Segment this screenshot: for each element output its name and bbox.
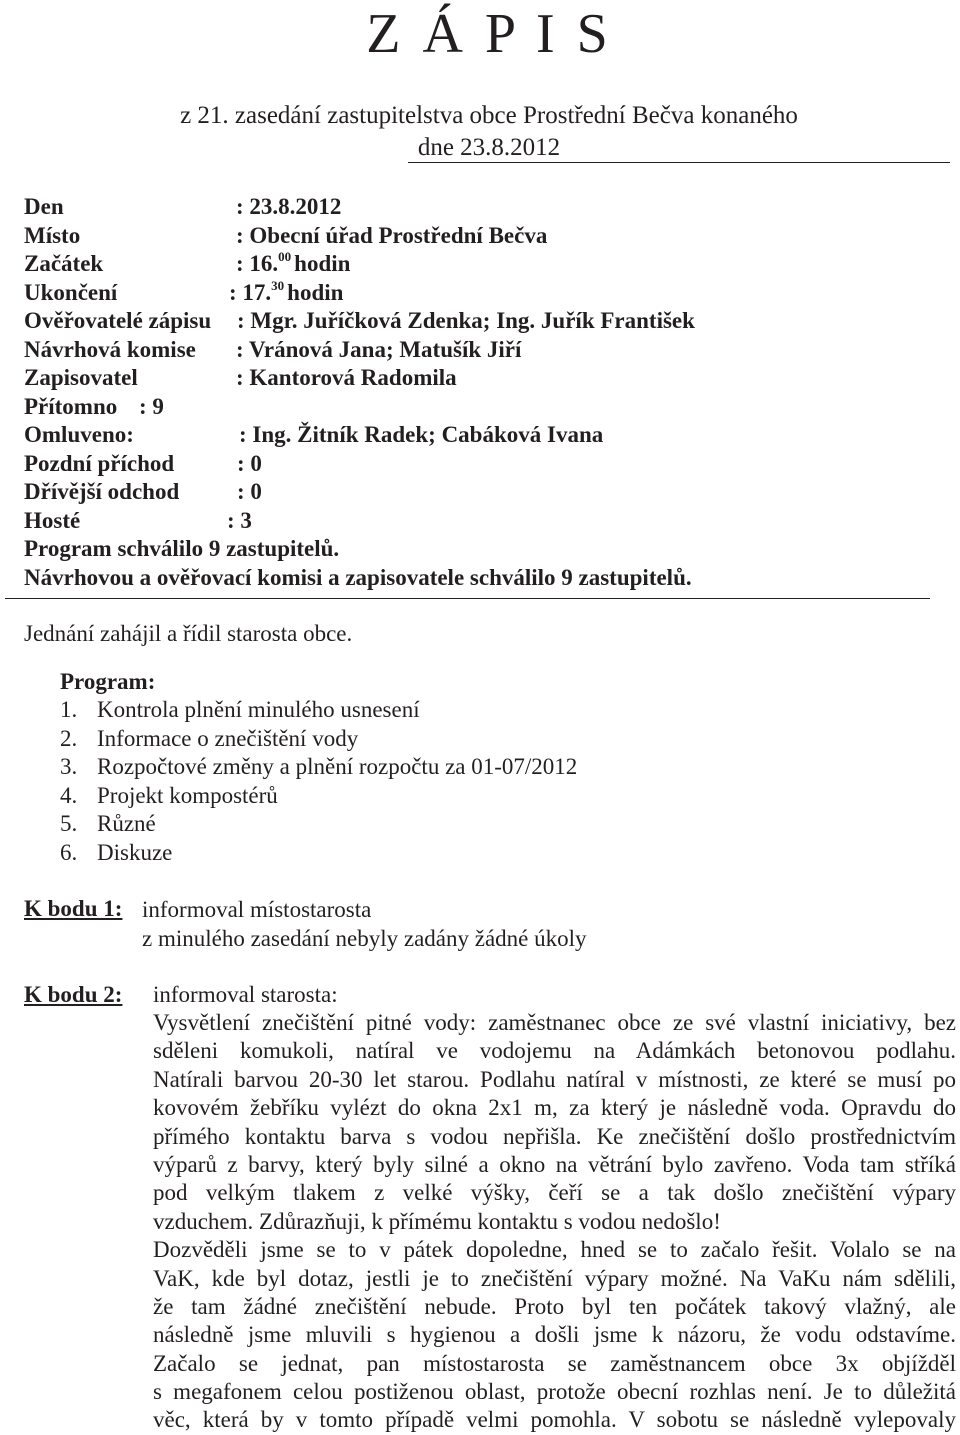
body-line: že tam žádné znečištění nebude. Proto byl ten počátek takový vlažný, ale (153, 1293, 956, 1319)
meta-value: : 0 (237, 479, 262, 504)
meta-label: Ověřovatelé zápisu (24, 308, 212, 333)
program-item-text: Různé (97, 811, 156, 836)
point-1-line-1: informoval místostarosta (142, 897, 372, 922)
committee-approval: Návrhovou a ověřovací komisi a zapisovatele schválilo 9 zastupitelů. (24, 564, 692, 590)
body-line: věc, která by v tomto případě velmi pomohla. V sobotu se následně vylepovaly (153, 1407, 956, 1433)
subtitle-line-2: dne 23.8.2012 (417, 134, 561, 161)
program-list (60, 696, 577, 867)
meeting-details (24, 193, 934, 535)
program-item (60, 839, 577, 868)
subtitle-underline (408, 162, 950, 163)
meta-row-hoste (24, 507, 934, 536)
program-item-text: Informace o znečištění vody (97, 725, 359, 751)
program-item-text: Kontrola plnění minulého usnesení (97, 697, 420, 722)
meta-label: Začátek (24, 251, 104, 276)
program-item (60, 696, 577, 725)
meta-value (236, 250, 350, 282)
meta-row-omluveno (24, 421, 934, 450)
meta-label: Zapisovatel (24, 365, 138, 390)
meta-label: Přítomno (24, 393, 118, 419)
program-item-text: Rozpočtové změny a plnění rozpočtu za 01-07/2012 (97, 754, 578, 779)
program-item (60, 725, 577, 754)
document-title: Z Á P I S (366, 3, 612, 65)
meta-value: : Obecní úřad Prostřední Bečva (236, 222, 548, 248)
body-line: vzduchem. Zdůrazňuji, k přímému kontaktu s vodou nedošlo! (153, 1208, 721, 1234)
meta-label: Den (24, 194, 64, 219)
meta-row-pozdni-prichod (24, 450, 934, 479)
point-1-text (142, 895, 587, 953)
point-1-line-2: z minulého zasedání nebyly zadány žádné úkoly (142, 926, 587, 951)
meta-label: Dřívější odchod (24, 479, 180, 504)
point-1-label: K bodu 1: (24, 896, 123, 921)
program-item-number: 6. (60, 839, 78, 865)
program-item-number: 5. (60, 811, 78, 836)
meta-value-minutes: 00 (278, 249, 292, 264)
body-line: sděleni komukoli, natíral ve vodojemu na Adámkách betonovou podlahu. (153, 1038, 956, 1064)
meta-row-zapisovatel (24, 364, 934, 393)
program-item-number: 1. (60, 697, 78, 722)
body-line: s megafonem celou postiženou oblast, protože obecní rozhlas není. Je to důležitá (153, 1379, 956, 1405)
point-2-label: K bodu 2: (24, 982, 123, 1007)
program-item (60, 782, 577, 811)
meta-value-time: : 16. (236, 251, 279, 276)
meta-label: Hosté (24, 507, 81, 533)
meta-label: Pozdní příchod (24, 450, 175, 476)
subtitle-line-1: z 21. zasedání zastupitelstva obce Prostřední Bečva konaného (180, 102, 798, 129)
point-2-heading: informoval starosta: (153, 982, 338, 1007)
meta-row-ukonceni (24, 279, 934, 308)
body-line: Začalo se jednat, pan místostarosta se zaměstnancem obce 3x objížděl (153, 1350, 956, 1376)
meta-value-unit: hodin (294, 251, 351, 276)
program-item-number: 3. (60, 754, 78, 779)
document-subtitle (0, 100, 960, 164)
meta-row-den (24, 193, 934, 222)
body-line: následně jsme mluvili s hygienou a došli jsme k názoru, že vodu odstavíme. (153, 1322, 956, 1348)
section-divider (5, 598, 930, 599)
program-item-number: 2. (60, 725, 78, 751)
approvals (24, 535, 692, 592)
meta-label: Ukončení (24, 279, 118, 305)
body-line: pod velkým tlakem z velké výšky, čeří se a tak došlo znečištění výpary (153, 1180, 956, 1206)
body-line: Vysvětlení znečištění pitné vody: zaměstnanec obce ze své vlastní iniciativy, bez (153, 1010, 956, 1035)
point-2-body (153, 1009, 956, 1435)
meta-value-time: : 17. (229, 279, 272, 305)
meta-row-zacatek (24, 250, 934, 279)
program-item-text: Diskuze (97, 839, 173, 865)
meta-value-minutes: 30 (271, 277, 285, 293)
program-heading: Program: (60, 669, 156, 694)
meta-label: Místo (24, 222, 81, 248)
meta-value-unit: hodin (287, 279, 344, 305)
meta-value: : Kantorová Radomila (236, 365, 457, 390)
program-item-text: Projekt kompostérů (97, 782, 278, 808)
meta-value: : 9 (139, 393, 164, 419)
meta-value: : Ing. Žitník Radek; Cabáková Ivana (239, 422, 604, 447)
body-line: přímého kontaktu barva s vodou nepřišla. Ke znečištění došlo prostřednictvím (153, 1123, 956, 1149)
meta-row-misto (24, 222, 934, 251)
meta-value: : 3 (227, 507, 252, 533)
meta-label: Návrhová komise (24, 336, 196, 362)
meta-value: : 23.8.2012 (236, 194, 342, 219)
program-item-number: 4. (60, 782, 78, 808)
meta-row-overovatele (24, 307, 934, 336)
meta-value: : Vránová Jana; Matušík Jiří (236, 336, 522, 362)
meta-row-navrhova-komise (24, 336, 934, 365)
body-line: kovovém žebříku vylézt do okna 2x1 m, za který je následně voda. Opravdu do (153, 1095, 956, 1121)
meta-label: Omluveno: (24, 422, 134, 447)
meta-value: : Mgr. Juříčková Zdenka; Ing. Juřík František (237, 308, 695, 333)
meta-value: : 0 (237, 450, 262, 476)
body-line: VaK, kde byl dotaz, jestli je to znečištění výpary možné. Na VaKu nám sdělili, (153, 1265, 956, 1291)
program-item (60, 810, 577, 839)
meta-row-pritomno (24, 393, 934, 422)
meta-value (229, 279, 343, 311)
meta-row-drivejsi-odchod (24, 478, 934, 507)
program-item (60, 753, 577, 782)
program-approval: Program schválilo 9 zastupitelů. (24, 536, 340, 561)
opening-statement: Jednání zahájil a řídil starosta obce. (24, 621, 353, 646)
body-line: Dozvěděli jsme se to v pátek dopoledne, hned se to začalo řešit. Volalo se na (153, 1237, 956, 1263)
body-line: výparů z barvy, který byly silné a okno na větrání bylo zavřeno. Voda tam stříká (153, 1151, 956, 1177)
body-line: Natírali barvou 20-30 let starou. Podlahu natíral v místnosti, ze které se musí po (153, 1066, 956, 1092)
